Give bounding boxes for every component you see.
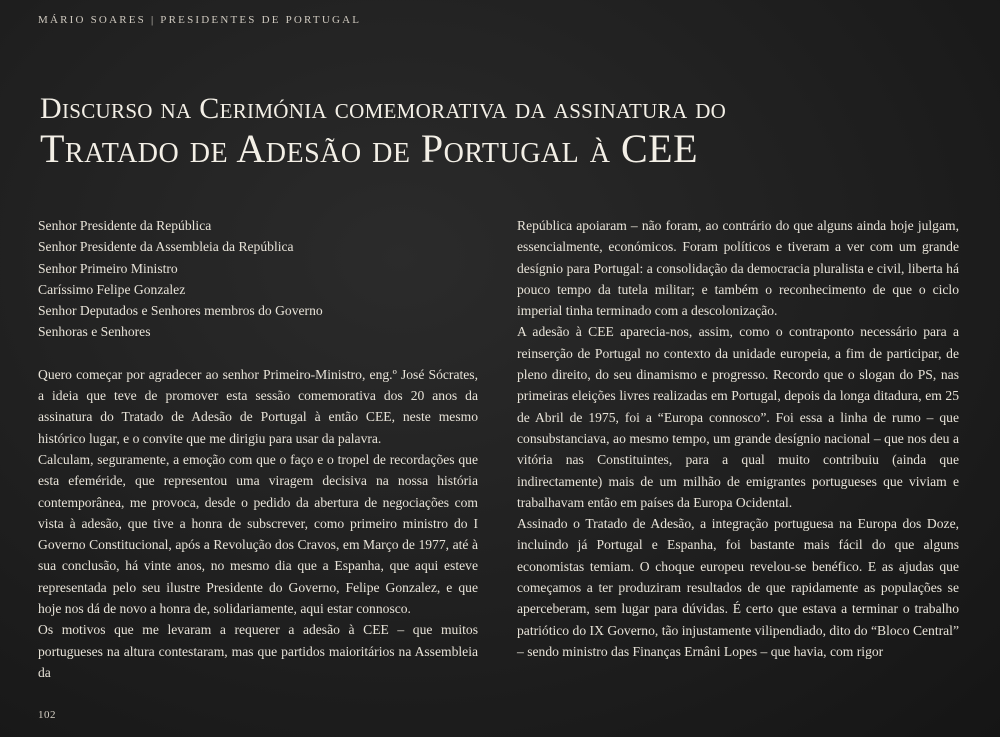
salutation-line: Caríssimo Felipe Gonzalez bbox=[38, 281, 186, 297]
title-line-1: Discurso na Cerimónia comemorativa da assinatura do bbox=[40, 92, 727, 125]
body-paragraph: República apoiaram – não foram, ao contrário do que alguns ainda hoje julgam, essencialmente, económicos. Foram políticos e tiveram a ver com um grande desígnio para Portugal: a consolidação da democracia pluralista e civil, liberta há pouco tempo da tutela militar; e também o reconhecimento de que o ciclo imperial tinha terminado com a descolonização. bbox=[517, 218, 959, 319]
running-header: MÁRIO SOARES | PRESIDENTES DE PORTUGAL bbox=[38, 14, 362, 26]
salutation-line: Senhor Presidente da Assembleia da República bbox=[38, 239, 294, 255]
page-title bbox=[40, 92, 970, 172]
salutation-line: Senhoras e Senhores bbox=[38, 324, 151, 340]
body-paragraph: Calculam, seguramente, a emoção com que o faço e o tropel de recordações que esta efeméride, que representou uma viragem decisiva na nossa história contemporânea, me provoca, desde o pedido da abertura de negociações com vista à adesão, que tive a honra de subscrever, como primeiro ministro do I Governo Constitucional, após a Revolução dos Cravos, em Março de 1977, até à sua conclusão, há vinte anos, no mesmo dia que a Espanha, que aqui esteve representada pelo seu ilustre Presidente do Governo, Felipe Gonzalez, e que hoje nos dá de novo a honra de, solidariamente, aqui estar connosco. bbox=[38, 451, 478, 617]
page-number: 102 bbox=[38, 709, 56, 721]
title-line-2: Tratado de Adesão de Portugal à CEE bbox=[40, 126, 699, 171]
salutation-line: Senhor Presidente da República bbox=[38, 218, 212, 233]
salutation-line: Senhor Deputados e Senhores membros do Governo bbox=[38, 303, 323, 319]
right-column bbox=[517, 215, 959, 662]
body-paragraph: Quero começar por agradecer ao senhor Primeiro-Ministro, eng.º José Sócrates, a ideia que teve de promover esta sessão comemorativa dos 20 anos da assinatura do Tratado de Adesão de Portugal à então CEE, neste mesmo histórico lugar, e o convite que me dirigiu para usar da palavra. bbox=[38, 366, 478, 446]
salutation-line: Senhor Primeiro Ministro bbox=[38, 260, 178, 276]
body-paragraph: A adesão à CEE aparecia-nos, assim, como o contraponto necessário para a reinserção de Portugal no contexto da unidade europeia, a fim de participar, de pleno direito, do seu dinamismo e progresso. Recordo que o slogan do PS, nas primeiras eleições livres realizadas em Portugal, depois da longa ditadura, em 25 de Abril de 1975, foi a “Europa connosco”. Foi essa a linha de rumo – que consubstanciava, ao mesmo tempo, um grande desígnio nacional – que nos deu a vitória nas Constituintes, para a qual muito contribuiu (ainda que indirectamente) mais de um milhão de emigrantes portugueses que viviam e trabalhavam então em países da Europa Ocidental. bbox=[517, 324, 959, 510]
salutation-list bbox=[38, 215, 478, 343]
body-paragraph: Assinado o Tratado de Adesão, a integração portuguesa na Europa dos Doze, incluindo já Portugal e Espanha, foi bastante mais fácil do que alguns economistas temiam. O choque europeu revelou-se benéfico. E as ajudas que começamos a ter produziram resultados de que rapidamente as populações se aperceberam, sem lugar para dúvidas. É certo que estava a terminar o trabalho patriótico do IX Governo, tão injustamente vilipendiado, dito do “Bloco Central” – sendo ministro das Finanças Ernâni Lopes – que havia, com rigor bbox=[517, 516, 959, 659]
body-paragraph: Os motivos que me levaram a requerer a adesão à CEE – que muitos portugueses na altura contestaram, mas que partidos maioritários na Assembleia da bbox=[38, 622, 478, 680]
left-column bbox=[38, 215, 478, 683]
